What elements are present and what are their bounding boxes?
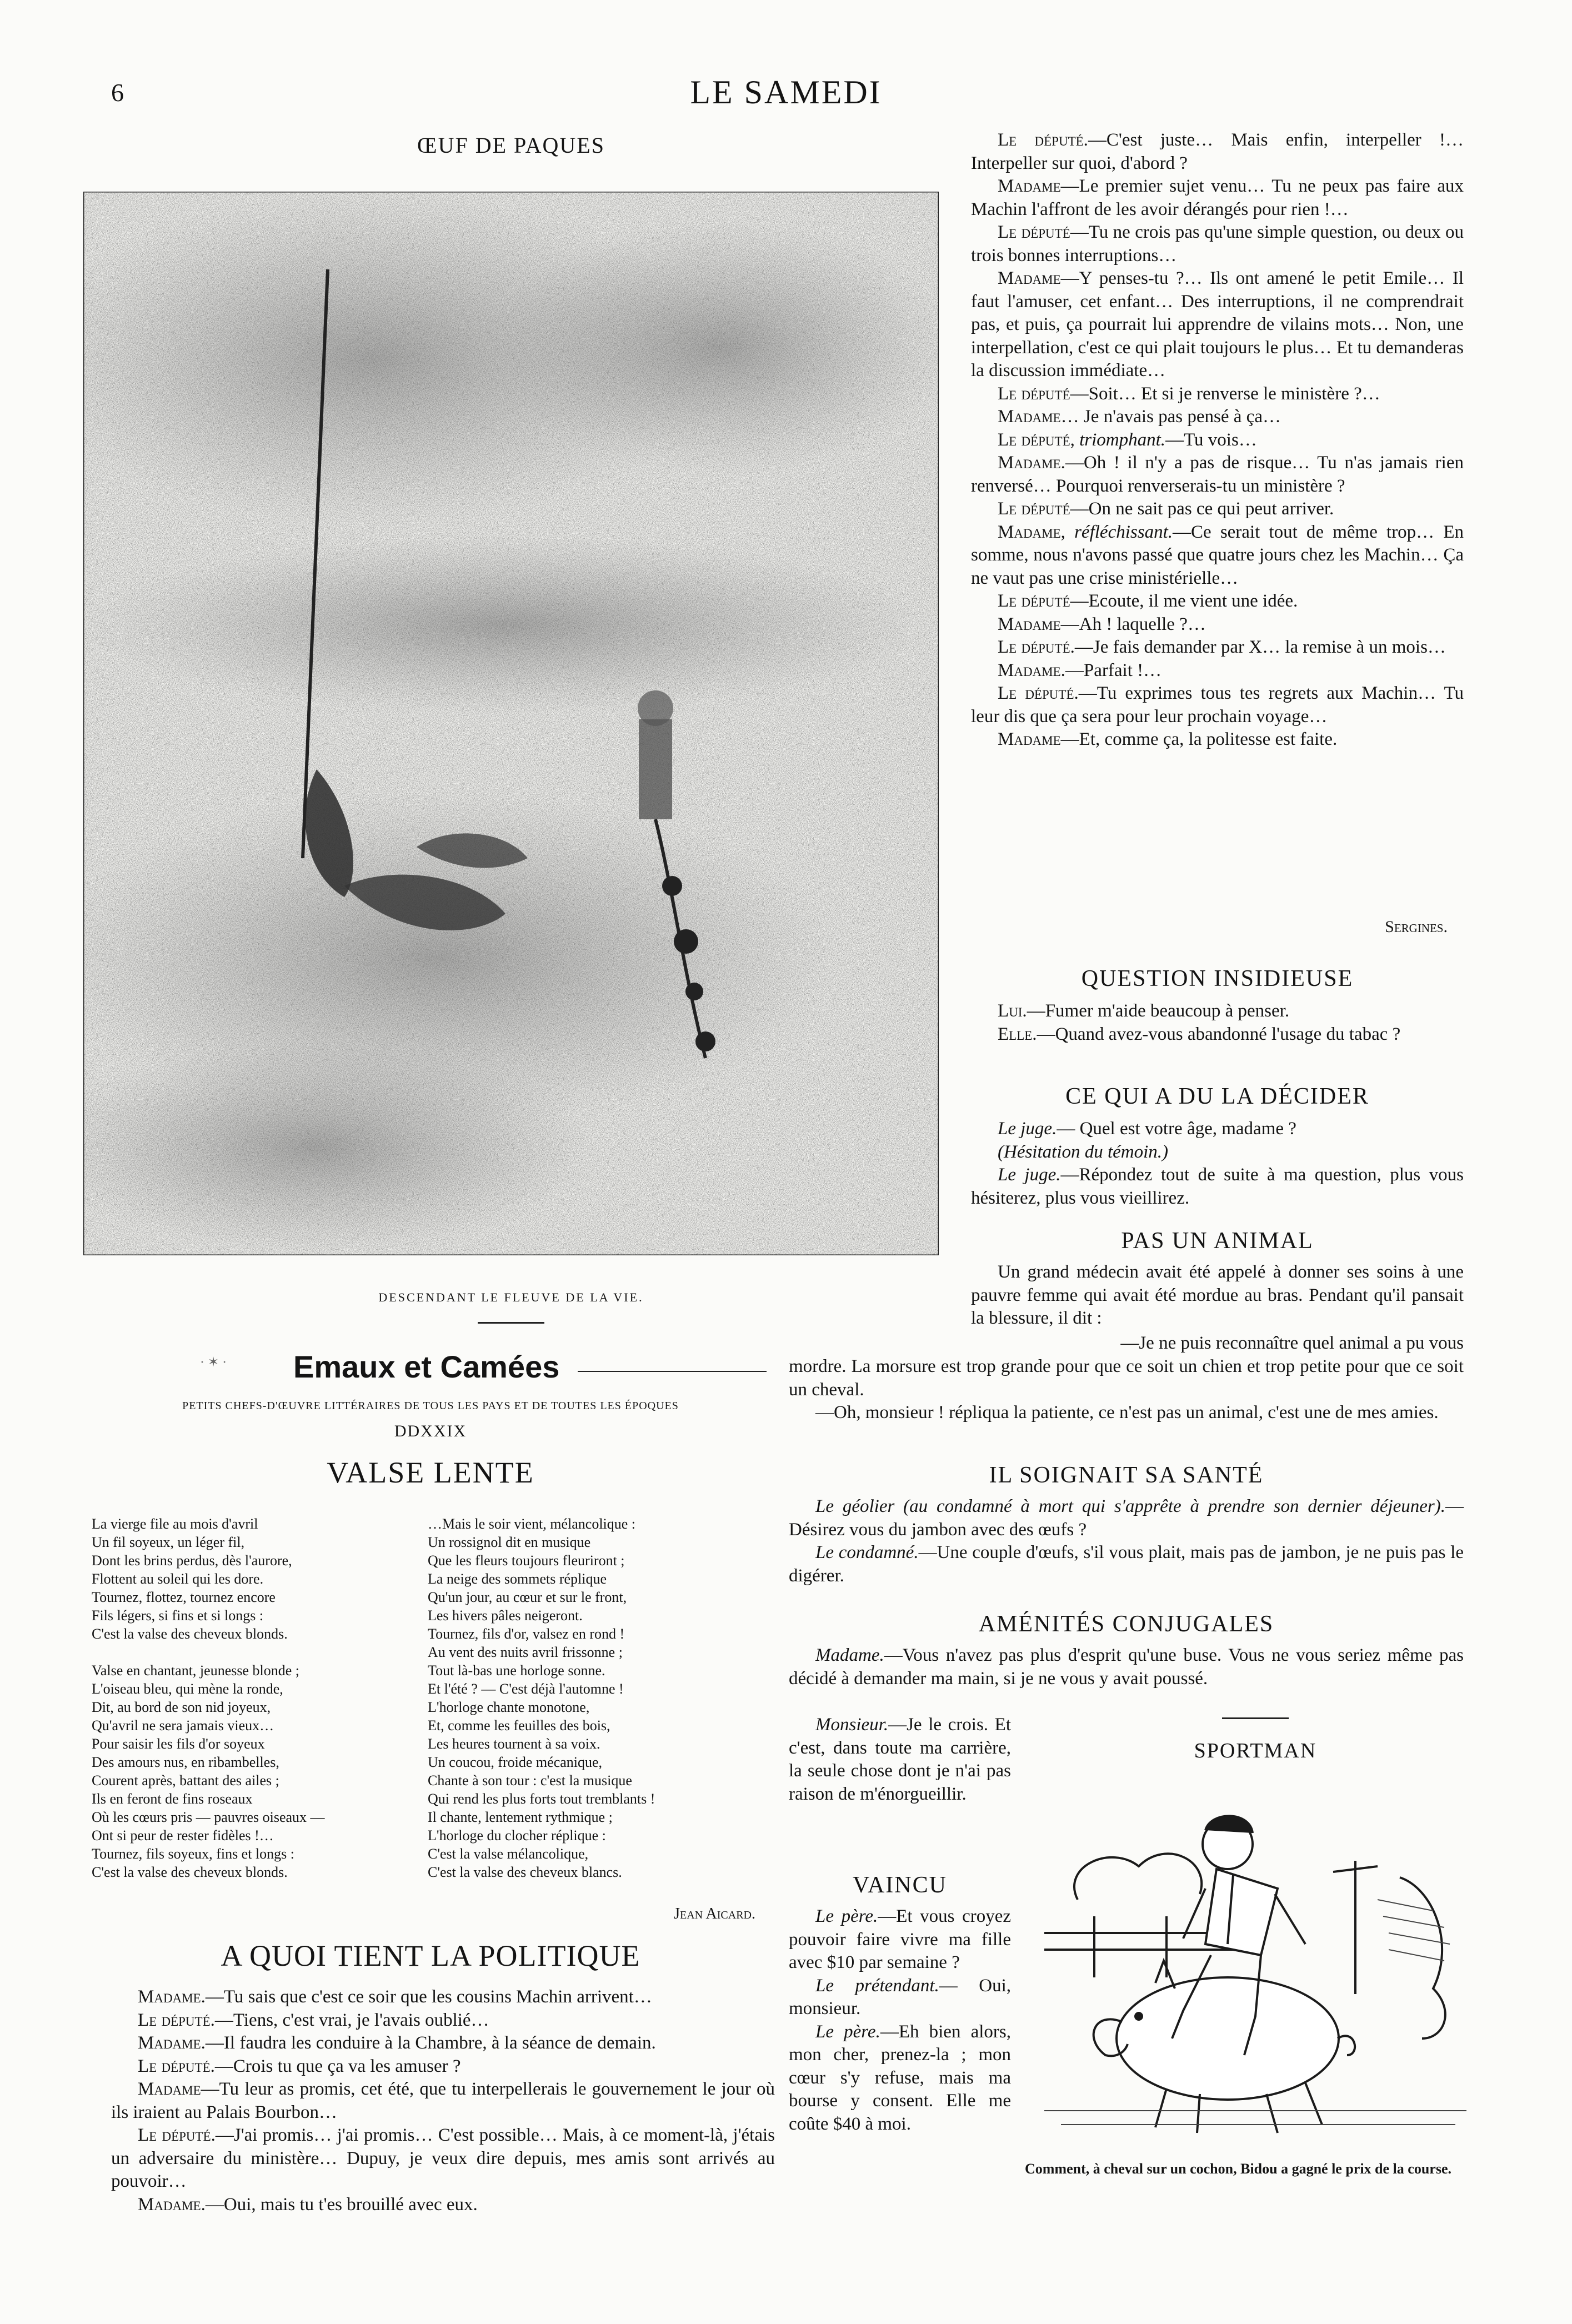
line-text: —Tu exprimes tous tes regrets aux Machin… Tu leur dis que ça sera pour leur prochain voyage… bbox=[971, 683, 1464, 727]
decider-title: CE QUI A DU LA DÉCIDER bbox=[1065, 1084, 1369, 1109]
line-text: —Quand avez-vous abandonné l'usage du tabac ? bbox=[1037, 1024, 1401, 1044]
stage-direction: (Hésitation du témoin.) bbox=[998, 1141, 1169, 1162]
divider bbox=[1222, 1717, 1289, 1719]
politique-continued bbox=[971, 129, 1464, 752]
speaker: Le député. bbox=[998, 683, 1079, 703]
oeuf-illustration bbox=[83, 192, 939, 1255]
amenites-body bbox=[789, 1644, 1464, 1690]
sante-title: IL SOIGNAIT SA SANTÉ bbox=[989, 1462, 1264, 1488]
poem-line: Au vent des nuits avril frissonne ; bbox=[428, 1644, 623, 1660]
animal-title: PAS UN ANIMAL bbox=[1121, 1228, 1314, 1254]
line-text: —Fumer m'aide beaucoup à penser. bbox=[1027, 1001, 1290, 1021]
title-rule bbox=[578, 1371, 767, 1372]
line-text: —Ah ! laquelle ?… bbox=[1060, 614, 1206, 634]
line-text: —J'ai promis… j'ai promis… C'est possible… Mais, à ce moment-là, j'étais un adversaire du ministère… Dupuy, je veux dire depuis, mes amis sont arrivés au pouvoir… bbox=[111, 2125, 775, 2191]
stage-direction: réfléchissant. bbox=[1074, 522, 1173, 542]
speaker: Le député bbox=[998, 383, 1070, 404]
poem-line: Les heures tournent à sa voix. bbox=[428, 1736, 600, 1752]
poem-column-2 bbox=[428, 1515, 655, 1881]
sante-body bbox=[789, 1495, 1464, 1587]
poem-line: Et l'été ? — C'est déjà l'automne ! bbox=[428, 1681, 624, 1697]
sportman-title: SPORTMAN bbox=[1194, 1739, 1317, 1762]
dialogue-line bbox=[971, 452, 1464, 498]
poem-line: Ils en feront de fins roseaux bbox=[92, 1791, 253, 1807]
ornament: · ✶ · bbox=[200, 1355, 227, 1370]
poem-line: La neige des sommets réplique bbox=[428, 1571, 607, 1587]
question-title: QUESTION INSIDIEUSE bbox=[1081, 966, 1354, 991]
speaker: Madame. bbox=[815, 1645, 884, 1665]
dialogue-line bbox=[971, 728, 1464, 752]
speaker: Monsieur. bbox=[815, 1715, 889, 1735]
dialogue-line bbox=[971, 636, 1464, 659]
politique-signature: Sergines. bbox=[1385, 918, 1448, 936]
pig-rider-drawing bbox=[1044, 1777, 1466, 2144]
poem-line: Les hivers pâles neigeront. bbox=[428, 1607, 583, 1624]
speaker: Le condamné. bbox=[815, 1542, 919, 1562]
dialogue-line bbox=[971, 129, 1464, 175]
line-text: — Quel est votre âge, madame ? bbox=[1057, 1119, 1296, 1139]
decider-body bbox=[971, 1118, 1464, 1210]
animal-p1 bbox=[971, 1261, 1464, 1330]
line-text: —Je le crois. Et c'est, dans toute ma carrière, la seule chose dont je n'ai pas raison de m'énorgueillir. bbox=[789, 1715, 1011, 1804]
speaker: Madame bbox=[998, 268, 1061, 288]
speaker: Le député bbox=[998, 222, 1070, 242]
poem-line: Il chante, lentement rythmique ; bbox=[428, 1809, 613, 1825]
animal-p2-end bbox=[789, 1355, 1464, 1425]
emaux-number: DDXXIX bbox=[394, 1422, 467, 1440]
vaincu-title: VAINCU bbox=[853, 1872, 947, 1898]
oeuf-title: ŒUF DE PAQUES bbox=[417, 133, 605, 158]
line-text: —Le premier sujet venu… Tu ne peux pas faire aux Machin l'affront de les avoir dérangés pour rien !… bbox=[971, 176, 1464, 219]
vaincu-body bbox=[789, 1905, 1011, 2136]
poem-line: C'est la valse des cheveux blonds. bbox=[92, 1626, 288, 1642]
sportman-caption: Comment, à cheval sur un cochon, Bidou a gagné le prix de la course. bbox=[1025, 2161, 1451, 2177]
line-text: —Eh bien alors, mon cher, prenez-la ; mon cœur s'y refuse, mais ma bourse y consent. Elle me coûte $40 à moi. bbox=[789, 2021, 1012, 2134]
line-text: —Ce serait tout de même trop… En somme, nous n'avons passé que quatre jours chez les Machin… Ça ne vaut pas une crise ministérielle… bbox=[971, 522, 1464, 588]
speaker: Elle. bbox=[998, 1024, 1037, 1044]
speaker: Le père. bbox=[815, 2021, 880, 2042]
dialogue-line bbox=[111, 2193, 775, 2217]
dialogue-line bbox=[971, 221, 1464, 267]
dialogue-line bbox=[111, 2124, 775, 2193]
sportman-illustration bbox=[1044, 1777, 1466, 2144]
poem-line: Tournez, fils soyeux, fins et longs : bbox=[92, 1846, 295, 1862]
line-text: —Oh ! il n'y a pas de risque… Tu n'as jamais rien renversé… Pourquoi renverserais-tu un ministère ? bbox=[971, 453, 1464, 496]
speaker: Madame. bbox=[138, 1987, 206, 2007]
poem-column-1 bbox=[92, 1515, 325, 1881]
poem-line: Que les fleurs toujours fleuriront ; bbox=[428, 1552, 625, 1569]
poem-line: La vierge file au mois d'avril bbox=[92, 1516, 258, 1532]
speaker: Madame, bbox=[998, 522, 1065, 542]
line-text: —Et vous croyez pouvoir faire vivre ma fille avec $10 par semaine ? bbox=[789, 1906, 1011, 1972]
poem-line: C'est la valse mélancolique, bbox=[428, 1846, 589, 1862]
dialogue-line bbox=[971, 521, 1464, 590]
question-dialogue bbox=[971, 1000, 1464, 1046]
line-text: —Une couple d'œufs, s'il vous plait, mais pas de jambon, je ne puis pas le digérer. bbox=[789, 1542, 1464, 1586]
speaker: Madame bbox=[998, 176, 1061, 196]
animal-p2-start: —Je ne puis reconnaître quel animal a pu vous bbox=[1120, 1333, 1464, 1353]
line-text: —C'est juste… Mais enfin, interpeller !… Interpeller sur quoi, d'abord ? bbox=[971, 130, 1464, 173]
speaker: Madame. bbox=[998, 660, 1065, 680]
speaker: Le député. bbox=[138, 2125, 216, 2145]
running-title: LE SAMEDI bbox=[690, 74, 882, 111]
speaker: Le juge. bbox=[998, 1119, 1057, 1139]
dialogue-line bbox=[971, 405, 1464, 429]
dialogue-line bbox=[111, 2032, 775, 2055]
speaker: Madame. bbox=[998, 453, 1065, 473]
poem-line: L'horloge chante monotone, bbox=[428, 1699, 590, 1715]
poem-line: Chante à son tour : c'est la musique bbox=[428, 1772, 632, 1789]
amenites-title: AMÉNITÉS CONJUGALES bbox=[978, 1611, 1274, 1637]
emaux-subtitle: PETITS CHEFS-D'ŒUVRE LITTÉRAIRES DE TOUS LES PAYS ET DE TOUTES LES ÉPOQUES bbox=[182, 1400, 679, 1412]
poem-line: Un fil soyeux, un léger fil, bbox=[92, 1534, 245, 1550]
speaker: Madame. bbox=[138, 2033, 206, 2053]
dialogue-line bbox=[971, 383, 1464, 406]
line-text: —Et, comme ça, la politesse est faite. bbox=[1060, 729, 1338, 749]
dialogue-line bbox=[111, 1986, 775, 2009]
poem-line: Pour saisir les fils d'or soyeux bbox=[92, 1736, 265, 1752]
line-text: —Y penses-tu ?… Ils ont amené le petit Emile… Il faut l'amuser, cet enfant… Des interruptions, il ne comprendrait pas, et puis, ça pourrait lui apprendre de vilains mots… Non, une interpellation, c'est ce qui plait toujours le plus… Et tu demanderas la discussion immédiate… bbox=[971, 268, 1464, 380]
poem-line: Un rossignol dit en musique bbox=[428, 1534, 591, 1550]
poem-line: Qui rend les plus forts tout tremblants ! bbox=[428, 1791, 655, 1807]
dialogue-line bbox=[111, 2009, 775, 2032]
poem-signature: Jean Aicard. bbox=[674, 1905, 755, 1922]
poem-line: Tout là-bas une horloge sonne. bbox=[428, 1662, 605, 1679]
speaker: Madame bbox=[998, 614, 1061, 634]
line-text: … Je n'avais pas pensé à ça… bbox=[1060, 407, 1281, 427]
line-text: —Répondez tout de suite à ma question, plus vous hésiterez, plus vous vieillirez. bbox=[971, 1165, 1464, 1208]
dialogue-line bbox=[111, 2078, 775, 2124]
line-text: —Tu ne crois pas qu'une simple question, ou deux ou trois bonnes interruptions… bbox=[971, 222, 1464, 266]
dialogue-line bbox=[971, 659, 1464, 683]
line-text: —Tu leur as promis, cet été, que tu interpellerais le gouvernement le jour où ils iraient au Palais Bourbon… bbox=[111, 2079, 775, 2122]
speaker: Madame bbox=[138, 2079, 201, 2099]
line-text: —Parfait !… bbox=[1065, 660, 1162, 680]
page-number: 6 bbox=[111, 78, 124, 107]
paragraph: mordre. La morsure est trop grande pour que ce soit un chien et trop petite pour que ce soit un cheval. bbox=[789, 1356, 1464, 1400]
poem-line: Valse en chantant, jeunesse blonde ; bbox=[92, 1662, 299, 1679]
poem-line: C'est la valse des cheveux blonds. bbox=[92, 1864, 288, 1880]
poem-line: C'est la valse des cheveux blancs. bbox=[428, 1864, 622, 1880]
poem-line: Un coucou, froide mécanique, bbox=[428, 1754, 603, 1770]
emaux-title: Emaux et Camées bbox=[293, 1349, 560, 1384]
poem-line: Des amours nus, en ribambelles, bbox=[92, 1754, 279, 1770]
line-text: —Vous n'avez pas plus d'esprit qu'une buse. Vous ne vous seriez même pas décidé à demander ma main, si je ne vous y avait poussé. bbox=[789, 1645, 1464, 1689]
poem-line: Tournez, fils d'or, valsez en rond ! bbox=[428, 1626, 625, 1642]
dialogue-line bbox=[971, 267, 1464, 383]
speaker: Le juge. bbox=[998, 1165, 1061, 1185]
line-text: —Il faudra les conduire à la Chambre, à la séance de demain. bbox=[205, 2033, 656, 2053]
dialogue-line bbox=[971, 613, 1464, 637]
line-text: —Soit… Et si je renverse le ministère ?… bbox=[1070, 383, 1380, 404]
line-text: —Tu vois… bbox=[1165, 429, 1257, 450]
river-boat-picture bbox=[83, 192, 939, 1255]
dialogue-line bbox=[111, 2055, 775, 2078]
poem-line: Et, comme les feuilles des bois, bbox=[428, 1717, 610, 1734]
speaker: Madame bbox=[998, 729, 1061, 749]
poem-line: Fils légers, si fins et si longs : bbox=[92, 1607, 264, 1624]
line-text: —Oui, mais tu t'es brouillé avec eux. bbox=[205, 2194, 478, 2215]
poem-line: Qu'avril ne sera jamais vieux… bbox=[92, 1717, 274, 1734]
poem-line: Courent après, battant des ailes ; bbox=[92, 1772, 279, 1789]
speaker: Le député bbox=[998, 591, 1070, 611]
speaker: Le père. bbox=[815, 1906, 878, 1926]
politique-dialogue bbox=[111, 1986, 775, 2216]
line-text: —Désirez vous du jambon avec des œufs ? bbox=[789, 1496, 1464, 1540]
line-text: —On ne sait pas ce qui peut arriver. bbox=[1070, 499, 1334, 519]
line-text: —Tiens, c'est vrai, je l'avais oublié… bbox=[214, 2010, 489, 2030]
paragraph: Un grand médecin avait été appelé à donner ses soins à une pauvre femme qui avait été mordue au bras. Pendant qu'il pansait la blessure, il dit : bbox=[971, 1262, 1464, 1328]
speaker: Madame bbox=[998, 407, 1061, 427]
poem-line: L'oiseau bleu, qui mène la ronde, bbox=[92, 1681, 283, 1697]
line-text: —Je fais demander par X… la remise à un mois… bbox=[1074, 637, 1446, 657]
stage-direction: (au condamné à mort qui s'apprête à prendre son dernier déjeuner). bbox=[903, 1496, 1446, 1516]
dialogue-line bbox=[971, 682, 1464, 728]
poem-title: VALSE LENTE bbox=[327, 1456, 534, 1489]
dialogue-line bbox=[971, 429, 1464, 452]
speaker: Lui. bbox=[998, 1001, 1027, 1021]
speaker: Le député bbox=[998, 499, 1070, 519]
poem-line: Flottent au soleil qui les dore. bbox=[92, 1571, 264, 1587]
poem-line: Dont les brins perdus, dès l'aurore, bbox=[92, 1552, 292, 1569]
dialogue-line bbox=[971, 175, 1464, 221]
oeuf-caption: DESCENDANT LE FLEUVE DE LA VIE. bbox=[378, 1290, 644, 1304]
dialogue-line bbox=[971, 1000, 1464, 1023]
dialogue-line bbox=[971, 498, 1464, 521]
poem-line: Qu'un jour, au cœur et sur le front, bbox=[428, 1589, 627, 1605]
line-text: —Crois tu que ça va les amuser ? bbox=[214, 2056, 461, 2076]
amenites-body-2 bbox=[789, 1714, 1011, 1806]
poem-line: Dit, au bord de son nid joyeux, bbox=[92, 1699, 271, 1715]
dialogue-line bbox=[971, 590, 1464, 613]
divider bbox=[478, 1322, 544, 1324]
line-text: — Oui, monsieur. bbox=[789, 1975, 1011, 2019]
poem-line: Ont si peur de rester fidèles !… bbox=[92, 1827, 274, 1844]
speaker: Le prétendant. bbox=[815, 1975, 939, 1996]
speaker: Le député. bbox=[998, 637, 1075, 657]
stage-direction: triomphant. bbox=[1079, 429, 1166, 450]
poem-line bbox=[92, 1643, 325, 1661]
dialogue-line bbox=[971, 1023, 1464, 1046]
speaker: Le député. bbox=[998, 130, 1088, 150]
speaker: Le géolier bbox=[815, 1496, 895, 1516]
line-text: —Ecoute, il me vient une idée. bbox=[1070, 591, 1298, 611]
speaker: Madame. bbox=[138, 2194, 206, 2215]
speaker: Le député. bbox=[138, 2010, 215, 2030]
politique-title: A QUOI TIENT LA POLITIQUE bbox=[221, 1939, 640, 1972]
poem-line: …Mais le soir vient, mélancolique : bbox=[428, 1516, 636, 1532]
poem-line: Tournez, flottez, tournez encore bbox=[92, 1589, 276, 1605]
line-text: —Tu sais que c'est ce soir que les cousins Machin arrivent… bbox=[205, 1987, 652, 2007]
speaker: Le député. bbox=[138, 2056, 215, 2076]
speaker: Le député, bbox=[998, 429, 1075, 450]
poem-line: Où les cœurs pris — pauvres oiseaux — bbox=[92, 1809, 325, 1825]
paragraph: —Oh, monsieur ! répliqua la patiente, ce n'est pas un animal, c'est une de mes amies. bbox=[815, 1403, 1439, 1423]
poem-line: L'horloge du clocher réplique : bbox=[428, 1827, 606, 1844]
